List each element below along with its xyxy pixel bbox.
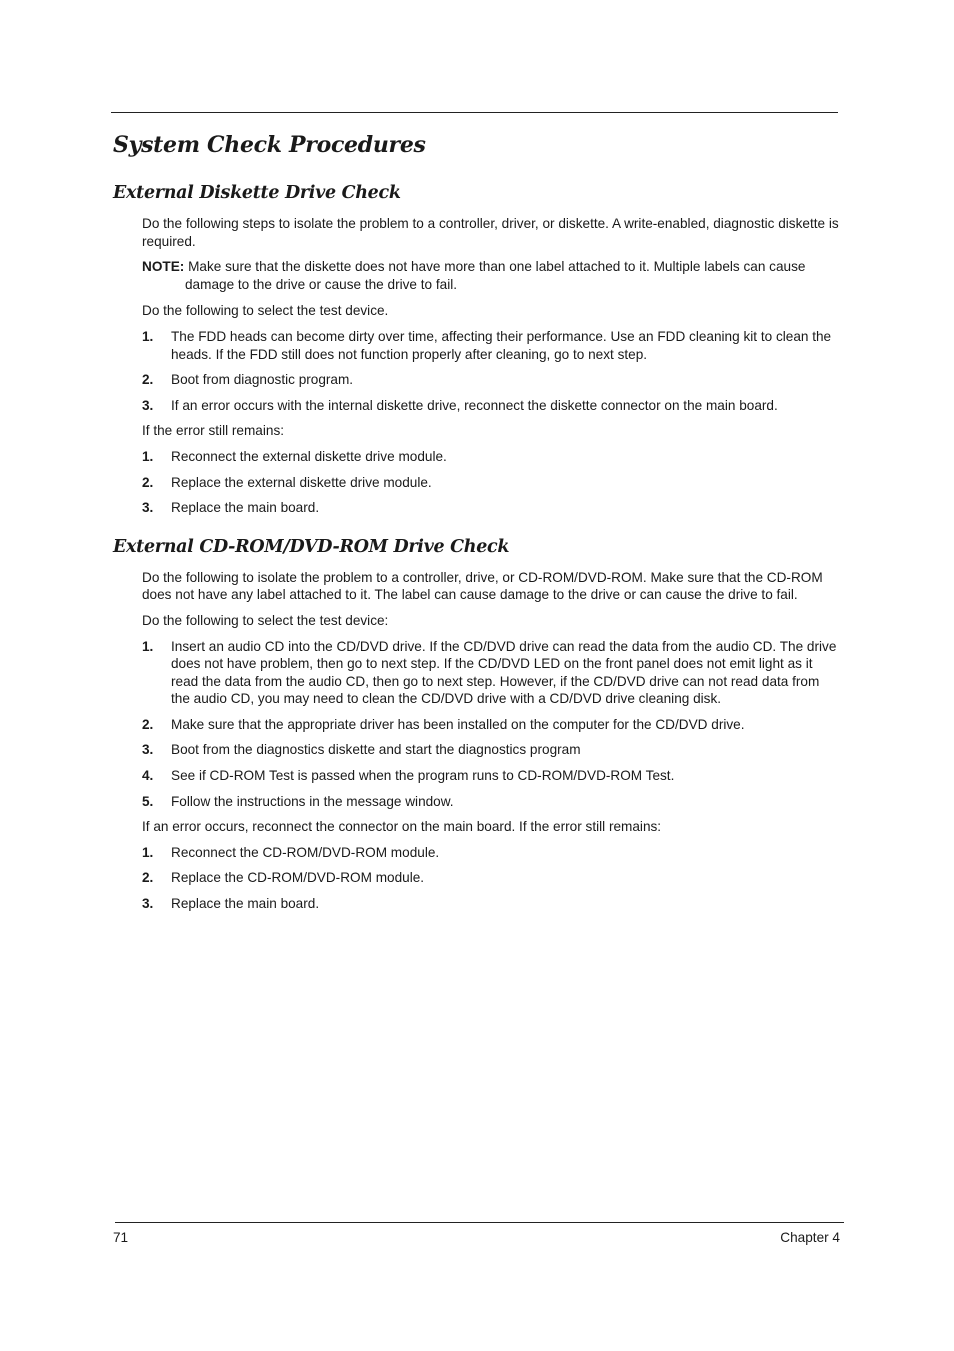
step-text: Replace the external diskette drive module. [171,474,432,490]
step-number: 2. [142,870,154,886]
step-number: 2. [142,372,154,388]
step-number: 1. [142,844,154,860]
step-text: See if CD-ROM Test is passed when the program runs to CD-ROM/DVD-ROM Test. [171,768,675,784]
step-text: Boot from the diagnostics diskette and start the diagnostics program [171,742,581,758]
step-number: 2. [142,474,154,490]
list-item [142,741,841,759]
step-number: 3. [142,742,154,758]
step-text: If an error occurs with the internal diskette drive, reconnect the diskette connector on the main board. [171,397,778,413]
step-text: The FDD heads can become dirty over time, affecting their performance. Use an FDD cleaning kit to clean the heads. If the FDD still does not function properly after cleaning, go to next step. [171,328,832,362]
step-text: Follow the instructions in the message window. [171,793,454,809]
step-text: Insert an audio CD into the CD/DVD drive. If the CD/DVD drive can read the data from the audio CD. The drive does not have problem, then go to next step. If the CD/DVD LED on the front panel does not emit light as it read the data from the audio CD, then go to next step. However, if the CD/DVD drive can not read data from the audio CD, you may need to clean the CD/DVD drive with a CD/DVD drive cleaning disk. [171,638,837,707]
list-item [142,397,841,415]
note-text: Make sure that the diskette does not have more than one label attached to it. Multiple labels can cause damage to the drive or cause the drive to fail. [184,259,806,292]
note-label: NOTE: [142,259,185,275]
list-item [142,474,841,492]
list-item [142,895,841,913]
step-number: 2. [142,716,154,732]
list-item [142,844,841,862]
note-block [142,258,841,293]
step-text: Replace the CD-ROM/DVD-ROM module. [171,870,425,886]
step-number: 1. [142,448,154,464]
diskette-steps-list [142,328,841,414]
list-item [142,499,841,517]
list-item [142,371,841,389]
page-content [113,130,841,921]
step-number: 1. [142,328,154,344]
cdrom-remain-list [142,844,841,913]
step-number: 4. [142,768,154,784]
step-text: Make sure that the appropriate driver has been installed on the computer for the CD/DVD drive. [171,716,745,732]
header-rule [111,112,838,113]
list-item [142,716,841,734]
section-heading-cdrom: External CD-ROM/DVD-ROM Drive Check [113,536,510,557]
list-item [142,328,841,363]
cdrom-steps-list [142,638,841,811]
list-item [142,793,841,811]
section-heading-diskette: External Diskette Drive Check [113,183,401,203]
list-item [142,869,841,887]
step-number: 3. [142,397,154,413]
step-text: Reconnect the external diskette drive module. [171,448,447,464]
step-text: Reconnect the CD-ROM/DVD-ROM module. [171,844,440,860]
step-number: 3. [142,500,154,516]
chapter-label: Chapter 4 [780,1230,840,1245]
list-item [142,448,841,466]
select-text-diskette: Do the following to select the test device. [142,303,389,319]
diskette-remain-list [142,448,841,517]
select-text-cdrom: Do the following to select the test device: [142,612,389,628]
section-intro-cdrom: Do the following to isolate the problem to a controller, drive, or CD-ROM/DVD-ROM. Make sure that the CD-ROM does not have any label attached to it. The label can cause damage to the drive or can cause the drive to fail. [142,569,823,603]
section-intro-diskette: Do the following steps to isolate the problem to a controller, driver, or diskette. A write-enabled, diagnostic diskette is required. [142,216,839,249]
list-item [142,638,841,708]
footer-rule [115,1222,844,1223]
error-text-cdrom: If an error occurs, reconnect the connector on the main board. If the error still remains: [142,819,662,835]
step-number: 3. [142,896,154,912]
page-title: System Check Procedures [113,132,426,158]
step-text: Replace the main board. [171,896,320,912]
page-number: 71 [113,1230,129,1245]
step-number: 1. [142,638,154,654]
step-text: Replace the main board. [171,500,320,516]
step-number: 5. [142,793,154,809]
step-text: Boot from diagnostic program. [171,372,354,388]
list-item [142,767,841,785]
remains-text-diskette: If the error still remains: [142,423,285,439]
